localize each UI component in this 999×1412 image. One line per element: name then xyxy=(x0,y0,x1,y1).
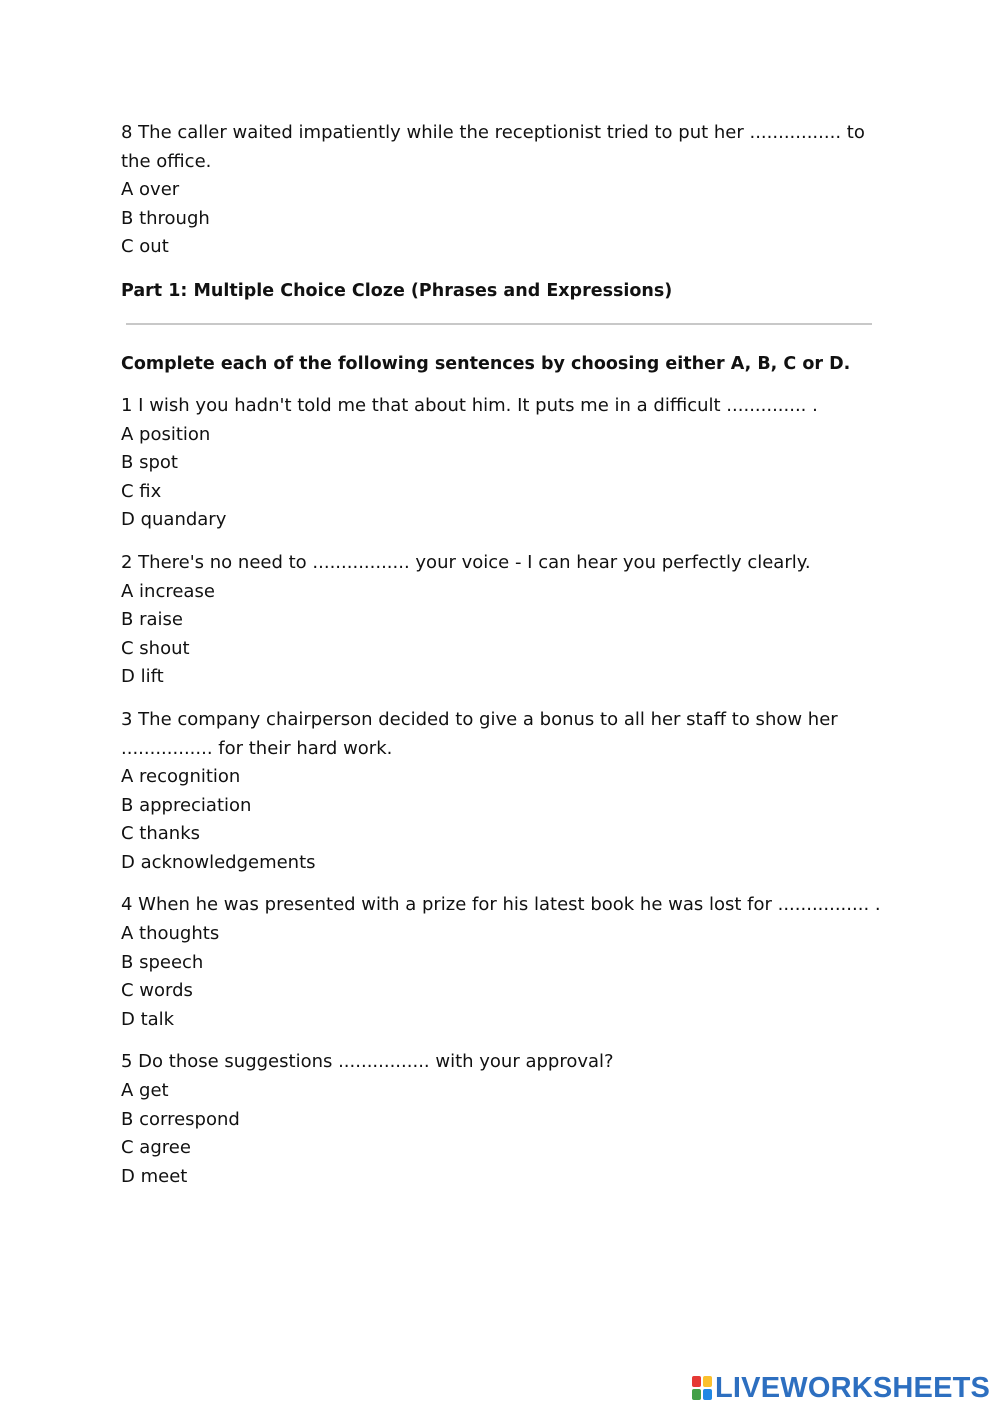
option-d[interactable]: D meet xyxy=(121,1165,188,1187)
question-2 xyxy=(121,549,881,692)
part-title: Part 1: Multiple Choice Cloze (Phrases and Expressions) xyxy=(121,280,673,301)
liveworksheets-logo-icon xyxy=(692,1376,713,1400)
question-stem: 8 The caller waited impatiently while the receptionist tried to put her ................ to the office. xyxy=(121,122,865,172)
question-3 xyxy=(121,706,881,878)
question-5 xyxy=(121,1048,881,1191)
option-d[interactable]: D lift xyxy=(121,666,164,688)
option-a[interactable]: A get xyxy=(121,1080,169,1102)
option-a[interactable]: A over xyxy=(121,179,180,201)
option-d[interactable]: D quandary xyxy=(121,509,227,531)
option-b[interactable]: B through xyxy=(121,207,210,229)
question-stem: 4 When he was presented with a prize for his latest book he was lost for ................ . xyxy=(121,894,881,916)
question-stem: 3 The company chairperson decided to give a bonus to all her staff to show her ................ for their hard work. xyxy=(121,708,838,759)
question-4 xyxy=(121,891,881,1034)
option-a[interactable]: A recognition xyxy=(121,766,241,788)
option-b[interactable]: B appreciation xyxy=(121,794,252,816)
option-a[interactable]: A position xyxy=(121,423,211,445)
option-c[interactable]: C agree xyxy=(121,1137,191,1159)
option-b[interactable]: B speech xyxy=(121,951,204,973)
question-stem: 1 I wish you hadn't told me that about him. It puts me in a difficult .............. . xyxy=(121,394,818,416)
question-stem: 5 Do those suggestions ................ with your approval? xyxy=(121,1051,614,1073)
option-c[interactable]: C fix xyxy=(121,480,162,502)
liveworksheets-brand[interactable] xyxy=(692,1374,990,1402)
worksheet-page xyxy=(121,119,881,1191)
divider xyxy=(126,323,872,325)
option-b[interactable]: B raise xyxy=(121,609,183,631)
option-b[interactable]: B correspond xyxy=(121,1108,240,1130)
option-a[interactable]: A thoughts xyxy=(121,923,220,945)
option-c[interactable]: C thanks xyxy=(121,823,200,845)
option-c[interactable]: C words xyxy=(121,980,193,1002)
instructions: Complete each of the following sentences by choosing either A, B, C or D. xyxy=(121,353,851,374)
brand-name: LIVEWORKSHEETS xyxy=(715,1372,991,1404)
option-d[interactable]: D acknowledgements xyxy=(121,851,316,873)
option-d[interactable]: D talk xyxy=(121,1008,175,1030)
question-stem: 2 There's no need to ................. your voice - I can hear you perfectly clearly. xyxy=(121,551,811,573)
question-1 xyxy=(121,392,881,535)
option-c[interactable]: C shout xyxy=(121,637,190,659)
option-a[interactable]: A increase xyxy=(121,580,215,602)
question-8 xyxy=(121,119,881,262)
option-b[interactable]: B spot xyxy=(121,452,178,474)
option-c[interactable]: C out xyxy=(121,236,169,258)
